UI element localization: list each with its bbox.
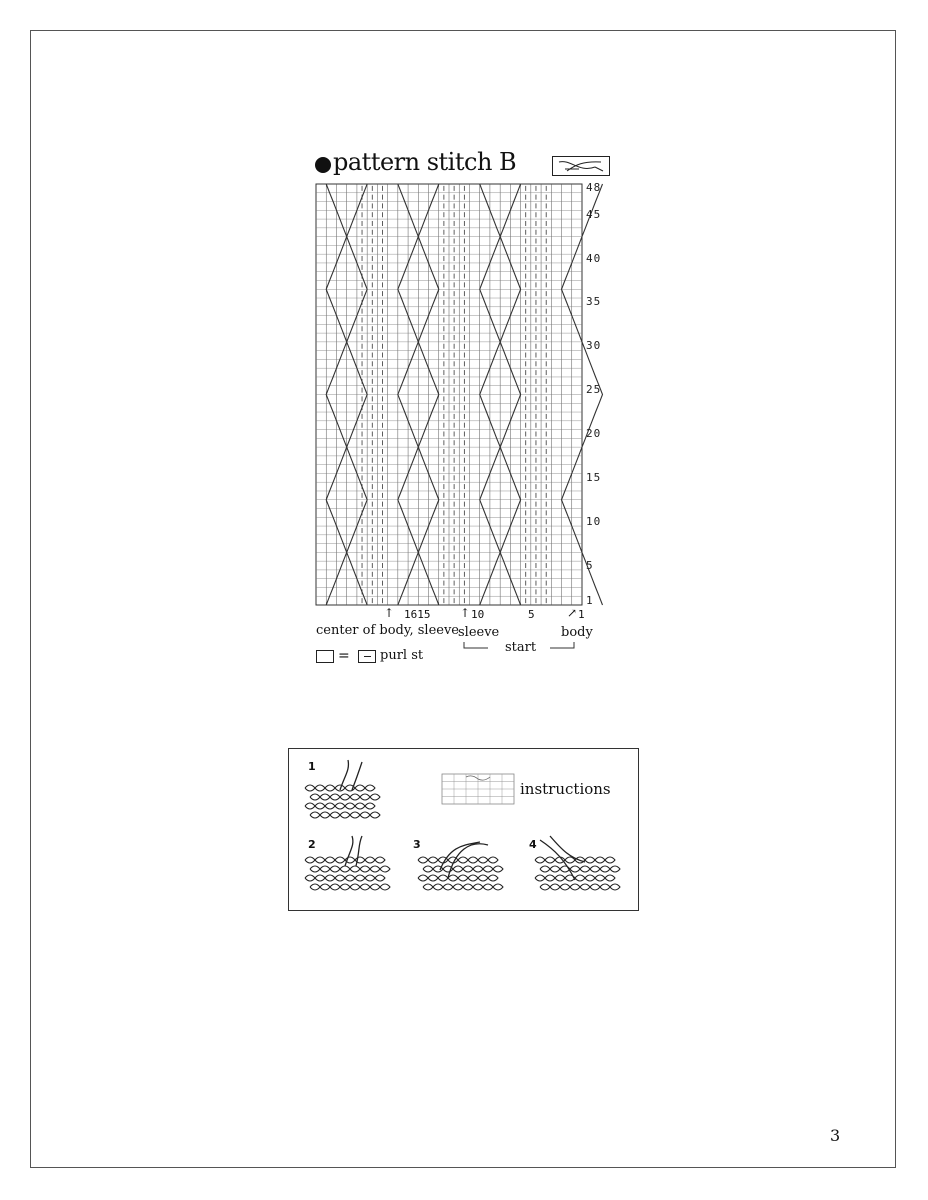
instructions-box: [288, 748, 639, 911]
row-label: 45: [586, 207, 602, 221]
step-number-4: 4: [529, 838, 537, 851]
page-title: pattern stitch B: [333, 148, 517, 176]
col-label-10: 10: [471, 608, 485, 621]
row-label: 15: [586, 470, 602, 484]
row-label: 35: [586, 295, 602, 309]
body-label: body: [561, 625, 593, 640]
legend-text: purl st: [380, 648, 424, 663]
page-number: 3: [830, 1126, 841, 1145]
col-label-5: 5: [528, 608, 535, 621]
legend-equals: =: [338, 648, 350, 664]
row-label: 48: [586, 181, 602, 195]
row-label: 1: [586, 593, 594, 607]
sleeve-label: sleeve: [458, 625, 500, 640]
center-label: center of body, sleeve: [316, 623, 459, 638]
row-label: 25: [586, 383, 602, 397]
arrow-body: ↗: [567, 606, 578, 620]
instructions-label: instructions: [520, 780, 611, 798]
row-label: 20: [586, 426, 602, 440]
row-label: 5: [586, 558, 594, 572]
row-label: 40: [586, 251, 602, 265]
start-bracket-left: [464, 642, 488, 648]
purl-square-icon: [358, 650, 376, 663]
start-bracket-right: [550, 642, 574, 648]
step-number-3: 3: [413, 838, 421, 851]
row-label: 30: [586, 339, 602, 353]
arrow-center: ↑: [384, 606, 395, 620]
col-label-1: 1: [578, 608, 585, 621]
arrow-sleeve: ↑: [460, 606, 471, 620]
start-label: start: [505, 640, 537, 655]
step-number-1: 1: [308, 760, 316, 773]
row-label: 10: [586, 514, 602, 528]
empty-square-icon: [316, 650, 334, 663]
step-number-2: 2: [308, 838, 316, 851]
col-label-16-15: 1615: [404, 608, 431, 621]
